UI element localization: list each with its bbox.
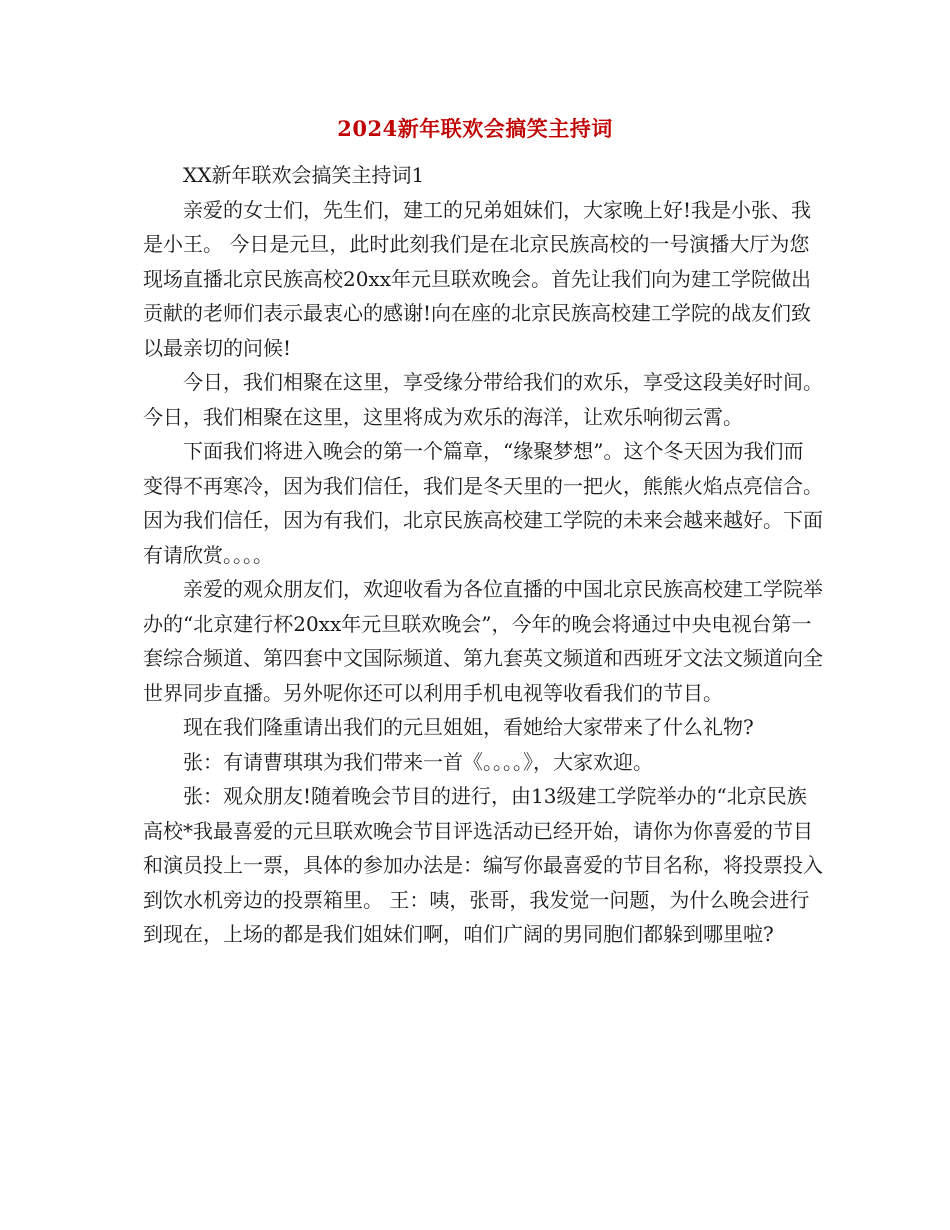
section-heading: XX新年联欢会搞笑主持词1: [183, 163, 425, 187]
paragraph-first-chapter: 下面我们将进入晚会的第一个篇章，“缘聚梦想”。这个冬天因为我们而变得不再寒冷，因为我们信任，我们是冬天里的一把火，熊熊火焰点亮信合。因为我们信任，因为有我们，北京民族高校建工学院的未来会越来越好。下面有请欣赏。。。。: [143, 439, 823, 567]
paragraph-zhang-vote: 张：观众朋友!随着晚会节目的进行，由13级建工学院举办的“北京民族高校*我最喜爱的元旦联欢晚会节目评选活动已经开始，请你为你喜爱的节目和演员投上一票，具体的参加办法是：编写你最喜爱的节目名称，将投票投入到饮水机旁边的投票箱里。 王：咦，张哥，我发觉一问题，为什么晚会进行到现在，上场的都是我们姐妹们啊，咱们广阔的男同胞们都躲到哪里啦?: [143, 784, 823, 946]
paragraph-gathering: 今日，我们相聚在这里，享受缘分带给我们的欢乐，享受这段美好时间。今日，我们相聚在这里，这里将成为欢乐的海洋，让欢乐响彻云霄。: [143, 370, 823, 429]
paragraph-opening: 亲爱的女士们，先生们，建工的兄弟姐妹们，大家晚上好!我是小张、我是小王。 今日是元旦，此时此刻我们是在北京民族高校的一号演播大厅为您现场直播北京民族高校20xx年元旦联欢晚会。首先让我们向为建工学院做出贡献的老师们表示最衷心的感谢!向在座的北京民族高校建工学院的战友们致以最亲切的问候!: [143, 197, 812, 360]
document-body: [143, 158, 823, 952]
document-title: 2024新年联欢会搞笑主持词: [337, 116, 613, 141]
paragraph-zhang-invite: 张：有请曹琪琪为我们带来一首《。。。。》，大家欢迎。: [183, 749, 653, 774]
paragraph-broadcast: 亲爱的观众朋友们，欢迎收看为各位直播的中国北京民族高校建工学院举办的“北京建行杯20xx年元旦联欢晚会”，今年的晚会将通过中央电视台第一套综合频道、第四套中文国际频道、第九套英文频道和西班牙文法文频道向全世界同步直播。另外呢你还可以利用手机电视等收看我们的节目。: [143, 577, 823, 705]
paragraph-new-year-sister: 现在我们隆重请出我们的元旦姐姐，看她给大家带来了什么礼物?: [183, 715, 754, 739]
